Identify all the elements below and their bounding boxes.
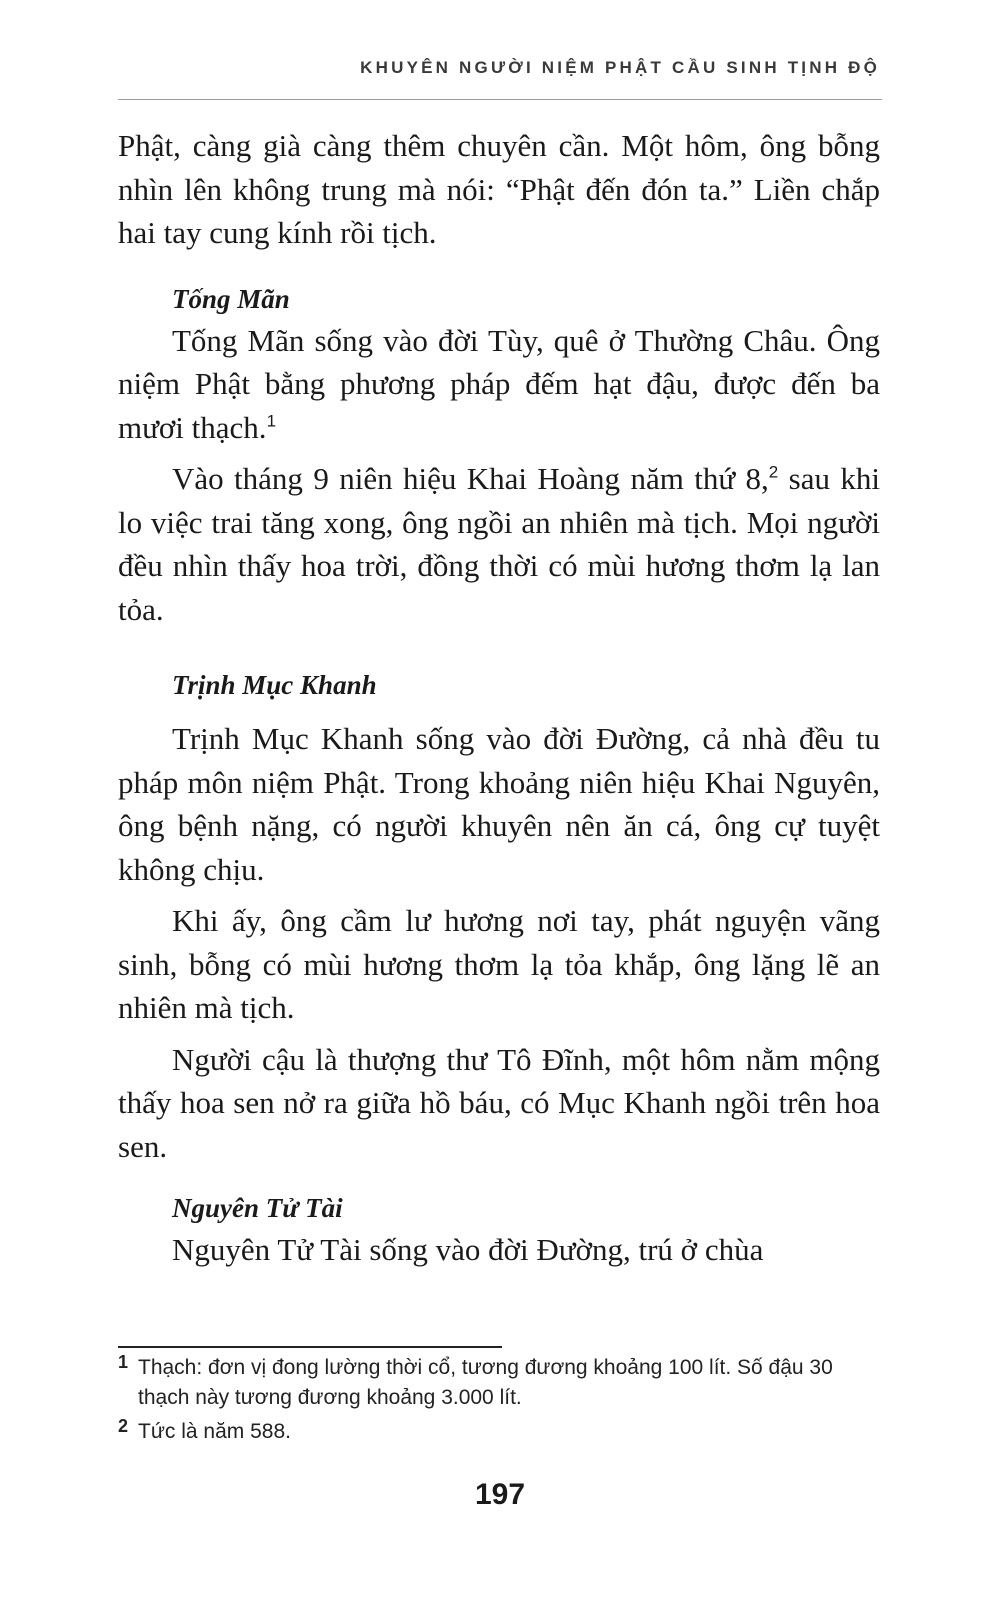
header-divider	[118, 99, 882, 100]
footnotes	[118, 1353, 880, 1447]
section-heading-tong-man: Tống Mãn	[172, 283, 290, 314]
paragraph-continued: Phật, càng già càng thêm chuyên cần. Một hôm, ông bỗng nhìn lên không trung mà nói: “Phật đến đón ta.” Liền chắp hai tay cung kính rồi tịch.	[118, 128, 880, 250]
paragraph-text: Vào tháng 9 niên hiệu Khai Hoàng năm thứ 8,	[172, 461, 769, 496]
footnote-ref-2[interactable]: 2	[768, 462, 779, 482]
footnote-ref-1[interactable]: 1	[266, 411, 277, 431]
paragraph	[118, 319, 880, 450]
section-heading-trinh-muc-khanh: Trịnh Mục Khanh	[172, 670, 377, 700]
paragraph: Nguyên Tử Tài sống vào đời Đường, trú ở chùa	[172, 1232, 764, 1267]
paragraph	[118, 457, 880, 631]
paragraph-text: Tống Mãn sống vào đời Tùy, quê ở Thường Châu. Ông niệm Phật bằng phương pháp đếm hạt đậu, được đến ba mươi thạch.	[118, 322, 880, 445]
footnote-number: 1	[118, 1352, 129, 1372]
footnote-number: 2	[118, 1416, 129, 1436]
footnote-text: Tức là năm 588.	[138, 1420, 291, 1443]
paragraph-text-cont: sau khi lo việc trai tăng xong, ông ngồi an nhiên mà tịch. Mọi người đều nhìn thấy hoa trời, đồng thời có mùi hương thơm lạ lan tỏa.	[118, 461, 880, 627]
paragraph: Trịnh Mục Khanh sống vào đời Đường, cả nhà đều tu pháp môn niệm Phật. Trong khoảng niên hiệu Khai Nguyên, ông bệnh nặng, có người khuyên nên ăn cá, ông cự tuyệt không chịu.	[118, 721, 880, 887]
footnote-2	[118, 1417, 880, 1447]
running-head: KHUYÊN NGƯỜI NIỆM PHẬT CẦU SINH TỊNH ĐỘ	[360, 58, 880, 77]
paragraph: Khi ấy, ông cầm lư hương nơi tay, phát nguyện vãng sinh, bỗng có mùi hương thơm lạ tỏa khắp, ông lặng lẽ an nhiên mà tịch.	[118, 903, 880, 1025]
footnote-text: Thạch: đơn vị đong lường thời cổ, tương đương khoảng 100 lít. Số đậu 30 thạch này tương đương khoảng 3.000 lít.	[138, 1356, 833, 1409]
footnote-divider	[118, 1346, 502, 1348]
page-number: 197	[474, 1478, 526, 1511]
paragraph: Người cậu là thượng thư Tô Đĩnh, một hôm nằm mộng thấy hoa sen nở ra giữa hồ báu, có Mục Khanh ngồi trên hoa sen.	[118, 1041, 880, 1164]
footnote-1	[118, 1353, 880, 1413]
section-heading-nguyen-tu-tai: Nguyên Tử Tài	[172, 1193, 343, 1223]
body-text	[118, 124, 880, 1272]
